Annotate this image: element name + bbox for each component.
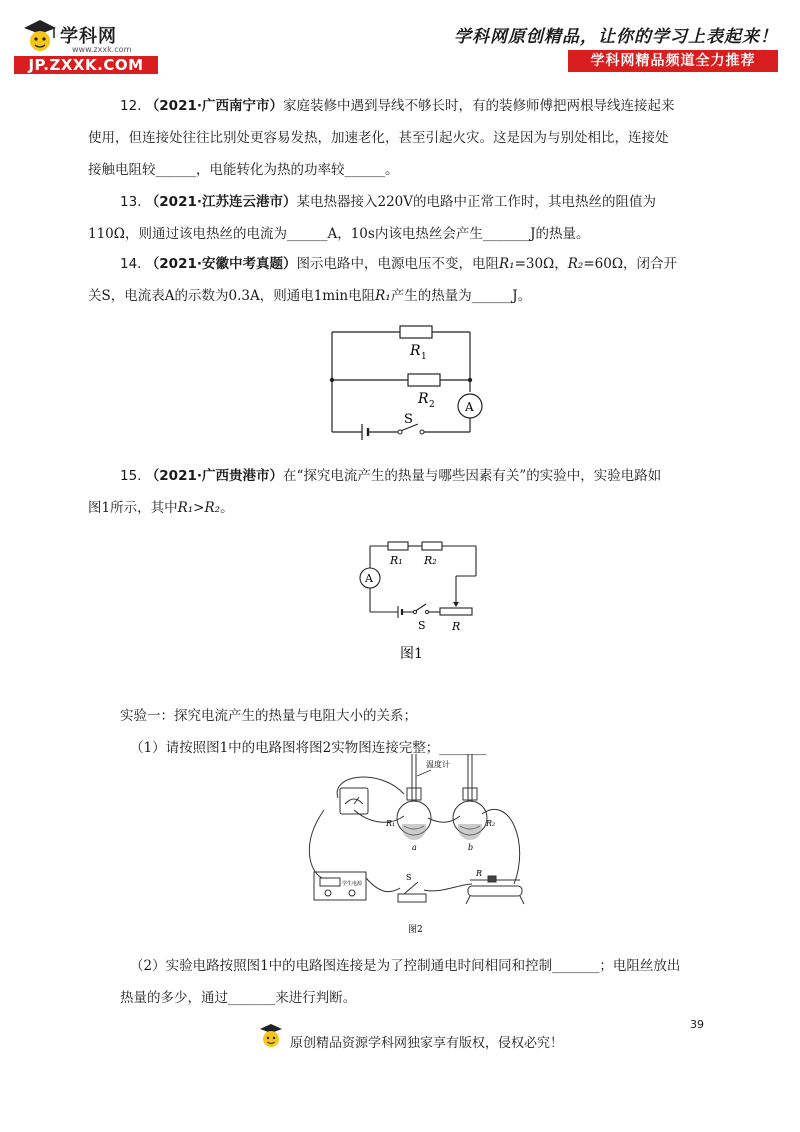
fig1-r1-label: R₁ — [390, 554, 403, 567]
q14-fig-r1-sub: 1 — [421, 352, 427, 362]
fig1-switch-label: S — [418, 619, 426, 632]
fig2-flask-a-label: a — [412, 843, 417, 852]
q13-line2: 110Ω，则通过该电热丝的电流为______A，10s内该电热丝会产生_______J的热量。 — [88, 226, 590, 242]
q13-source: （2021·江苏连云港市） — [145, 194, 297, 210]
q14-text1b: =30Ω， — [514, 256, 568, 272]
question-15 — [88, 460, 680, 524]
q14-text2a: 关S，电流表A的示数为0.3A，则通电1min电阻 — [88, 288, 376, 304]
q12-number: 12. — [120, 98, 142, 114]
question-13 — [88, 186, 680, 250]
q15-text2-r2: R₂ — [204, 500, 221, 516]
q15-figure-1-circuit — [350, 538, 490, 666]
fig1-ammeter-label: A — [365, 572, 373, 585]
q12-text1: 家庭装修中遇到导线不够长时，有的装修师傅把两根导线连接起来 — [282, 98, 675, 114]
q14-fig-r1-label: R — [410, 343, 421, 359]
fig1-rheostat-label: R — [452, 620, 461, 633]
q15-line1 — [120, 460, 680, 492]
mascot-icon — [20, 18, 60, 56]
q14-text1a: 图示电路中，电源电压不变，电阻 — [296, 256, 499, 272]
fig2-r2-label: R₂ — [486, 819, 496, 828]
page-number: 39 — [690, 1018, 704, 1031]
fig2-rheostat-label: R — [476, 869, 483, 878]
fig2-r1-label: R₁ — [386, 819, 396, 828]
q14-fig-r2-sub: 2 — [429, 400, 435, 410]
q14-number: 14. — [120, 256, 142, 272]
q14-fig-switch-label: S — [404, 412, 413, 427]
fig2-caption: 图2 — [408, 925, 423, 935]
q15-text2a: 图1所示，其中 — [88, 500, 178, 516]
q14-circuit-diagram — [320, 320, 500, 444]
fig2-thermometer-label: 温度计 — [426, 760, 450, 769]
q14-r2: R₂ — [567, 256, 584, 272]
q14-line1 — [120, 248, 680, 280]
fig1-r2-label: R₂ — [424, 554, 437, 567]
logo-domain: JP.ZXXK.COM — [14, 56, 158, 74]
q14-text1c: =60Ω，闭合开 — [583, 256, 678, 272]
q14-fig-r2-label: R — [418, 391, 429, 407]
q14-source: （2021·安徽中考真题） — [145, 256, 297, 272]
experiment-1-sub2 — [120, 950, 720, 1014]
page-footer — [0, 1010, 800, 1060]
q12-line3: 接触电阻较______，电能转化为热的功率较______。 — [88, 162, 399, 178]
copyright-notice: 原创精品资源学科网独家享有版权，侵权必究！ — [290, 1036, 564, 1051]
q13-number: 13. — [120, 194, 142, 210]
q14-r1: R₁ — [498, 256, 515, 272]
q15-line2 — [88, 492, 680, 524]
experiment-1-sub1: （1）请按照图1中的电路图将图2实物图连接完整；_______ — [130, 740, 487, 756]
q12-source: （2021·广西南宁市） — [145, 98, 283, 114]
q12-line1 — [120, 90, 680, 122]
zxxk-logo — [14, 18, 164, 76]
q15-source: （2021·广西贵港市） — [145, 468, 283, 484]
q14-text2-r: R₁ — [375, 288, 391, 304]
fig2-switch-label: S — [406, 873, 412, 882]
q13-line1 — [120, 186, 680, 218]
header-slogan: 学科网原创精品，让你的学习上表起来！ — [454, 27, 778, 47]
q15-figure-2-apparatus — [300, 754, 540, 940]
experiment-1-title: 实验一：探究电流产生的热量与电阻大小的关系； — [120, 708, 417, 724]
mascot-small-icon — [258, 1022, 284, 1050]
q15-text2-r1: R₁ — [177, 500, 194, 516]
q14-text2b: 产生的热量为______J。 — [390, 288, 532, 304]
question-12 — [88, 90, 680, 186]
q15-text2-gt: > — [193, 500, 205, 516]
q12-line2: 使用，但连接处往往比别处更容易发热，加速老化，甚至引起火灾。这是因为与别处相比，连接处 — [88, 130, 669, 146]
question-14 — [88, 248, 680, 312]
q15-number: 15. — [120, 468, 142, 484]
header-recommend-bar: 学科网精品频道全力推荐 — [568, 50, 778, 72]
q14-line2 — [88, 280, 680, 312]
q15-text1: 在“探究电流产生的热量与哪些因素有关”的实验中，实验电路如 — [282, 468, 662, 484]
sub2-line1: （2）实验电路按照图1中的电路图连接是为了控制通电时间相同和控制_______；电阻丝放出 — [130, 958, 681, 974]
logo-url: www.zxxk.com — [72, 45, 132, 54]
fig2-power-supply-label: 学生电源 — [342, 881, 363, 887]
logo-text: 学科网 — [60, 26, 117, 47]
fig1-caption: 图1 — [400, 646, 423, 662]
sub2-line2: 热量的多少，通过_______来进行判断。 — [120, 990, 357, 1006]
fig2-flask-b-label: b — [468, 843, 474, 852]
q13-text1: 某电热器接入220V的电路中正常工作时，其电热丝的阻值为 — [296, 194, 657, 210]
q14-fig-ammeter-label: A — [465, 400, 474, 414]
q15-text2b: 。 — [220, 500, 234, 516]
page-header — [0, 0, 800, 80]
